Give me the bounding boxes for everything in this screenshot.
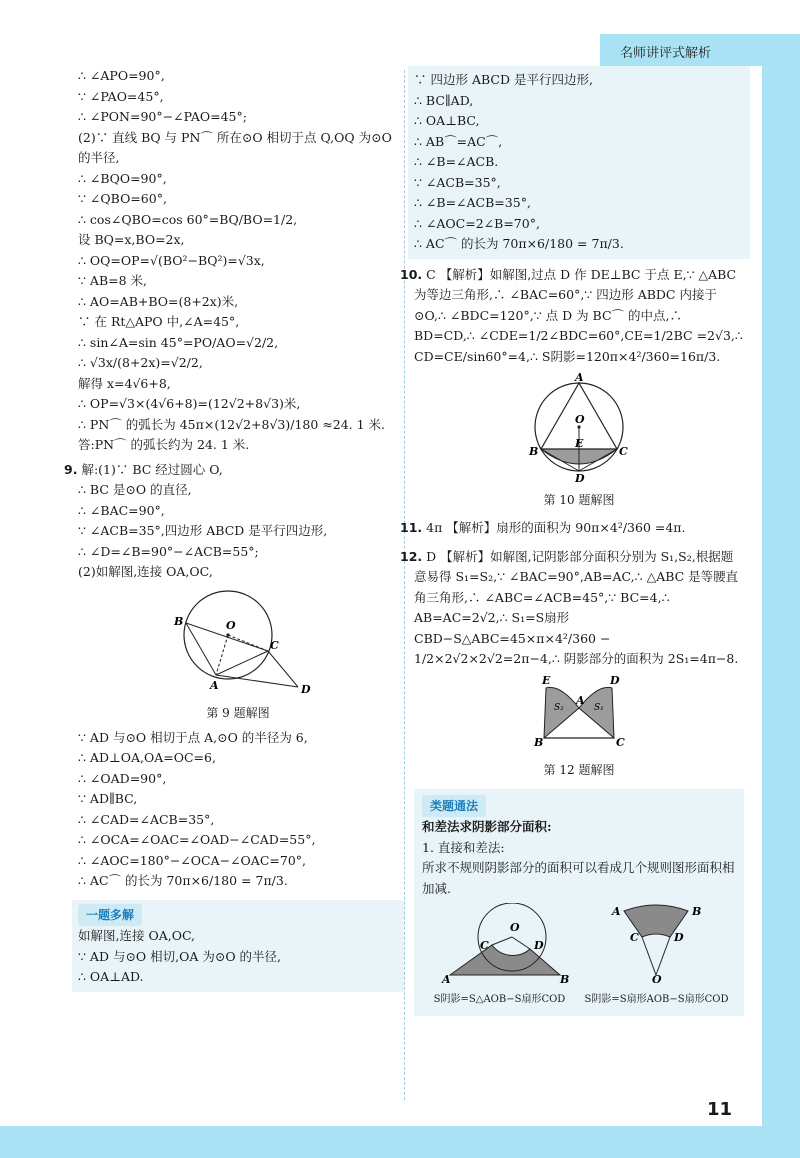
question-number: 9. [64, 461, 78, 477]
solution-line: ∴ sin∠A=sin 45°=PO/AO=√2/2, [78, 334, 279, 350]
solution-line: ∴ ∠B=∠ACB=35°, [414, 195, 531, 210]
solution-line: ∵ AD 与⊙O 相切,OA 为⊙O 的半径, [78, 948, 282, 964]
q10-solution [400, 265, 744, 511]
solution-line: ∵ AD∥BC, [78, 791, 138, 806]
q9-solution [64, 460, 398, 892]
column-divider [404, 70, 405, 1100]
solution-line: ∴ ∠OAD=90°, [78, 770, 167, 786]
figure-caption: 第 12 题解图 [543, 763, 615, 777]
figure-caption: 第 9 题解图 [206, 706, 270, 720]
question-number: 11. [400, 520, 423, 535]
method-tip-heading: 和差法求阴影部分面积: [422, 819, 552, 834]
page-number: 11 [706, 1099, 732, 1120]
label-B: B [559, 973, 569, 983]
label-C: C [616, 735, 625, 749]
solution-line: ∴ √3x/(8+2x)=√2/2, [78, 355, 203, 370]
header-title: 名师讲评式解析 [620, 46, 712, 61]
question-number: 10. [400, 266, 423, 282]
figure-12 [414, 674, 744, 781]
solution-line: 答:PN⌒ 的弧长约为 24. 1 米. [78, 437, 250, 452]
q10-text: C 【解析】如解图,过点 D 作 DE⊥BC 于点 E,∵ △ABC 为等边三角形,∴ ∠BAC=60°,∵ 四边形 ABDC 内接于⊙O,∴ ∠BDC=120°,∵ 点 D 为 BC⌒ 的中点,∴ BD=CD,∴ ∠CDE=1/2∠BDC=60°,CE=1/2BC =2√3,∴ CD=CE/sin60°=4,∴ S阴影=120π×4²/360=16π/3. [414, 266, 743, 364]
tip-figure-2-diagram [606, 903, 706, 983]
method-tip-text: 所求不规则阴影部分的面积可以看成几个规则图形面积相加减. [422, 860, 735, 896]
figure-9-diagram [158, 587, 318, 697]
label-O: O [575, 413, 585, 426]
solution-line: ∴ AD⊥OA,OA=OC=6, [78, 750, 216, 765]
figure-10-diagram [519, 371, 639, 483]
solution-line: ∵ ∠QBO=60°, [78, 191, 167, 206]
label-C: C [619, 445, 628, 458]
right-column [400, 66, 744, 1016]
solution-line: ∵ 在 Rt△APO 中,∠A=45°, [78, 314, 240, 329]
q11-solution [400, 518, 744, 539]
q11-text: 4π 【解析】扇形的面积为 90π×4²/360 =4π. [426, 520, 686, 535]
solution-line: ∴ ∠AOC=180°−∠OCA−∠OAC=70°, [78, 852, 306, 868]
solution-line: ∴ AC⌒ 的长为 70π×6/180 = 7π/3. [414, 236, 624, 251]
figure-caption: 第 10 题解图 [543, 492, 615, 507]
q12-solution [400, 547, 744, 781]
q12-text: D 【解析】如解图,记阴影部分面积分别为 S₁,S₂,根据题意易得 S₁=S₂,∵ ∠BAC=90°,AB=AC,∴ △ABC 是等腰直角三角形,∴ ∠ABC=∠ACB=45°,∵ BC=4,∴ AB=AC=2√2,∴ S₁=S扇形CBD−S△ABC=45×π×4²/360 − 1/2×2√2×2√2=2π−4,∴ 阴影部分的面积为 2S₁=4π−8. [414, 548, 739, 666]
multi-solution-continued [408, 66, 750, 259]
tip-formula-2: S阴影=S扇形AOB−S扇形COD [584, 993, 729, 1005]
q10-text-block [400, 265, 744, 368]
solution-line: ∴ ∠D=∠B=90°−∠ACB=55°; [78, 543, 259, 559]
solution-line: ∴ AC⌒ 的长为 70π×6/180 = 7π/3. [78, 873, 288, 888]
method-tip-figures [422, 903, 736, 1010]
tip-figure-2 [585, 903, 729, 1010]
label-A: A [612, 905, 622, 918]
solution-line: ∴ OA⊥BC, [414, 113, 480, 128]
label-E: E [575, 437, 584, 450]
solution-line: ∴ BC 是⊙O 的直径, [78, 482, 192, 497]
tip-figure-1-diagram [430, 903, 570, 983]
figure-12-diagram [524, 674, 634, 754]
solution-line: ∵ ∠PAO=45°, [78, 88, 164, 104]
label-O: O [652, 973, 663, 983]
solution-line: ∴ AB⌒=AC⌒, [414, 133, 503, 149]
label-E: E [542, 673, 551, 687]
label-D: D [301, 682, 311, 696]
solution-line: ∵ AD 与⊙O 相切于点 A,⊙O 的半径为 6, [78, 729, 308, 745]
method-tip-sub: 1. 直接和差法: [422, 839, 505, 855]
label-A: A [576, 693, 585, 707]
label-D: D [533, 939, 544, 952]
solution-line: ∴ OP=√3×(4√6+8)=(12√2+8√3)米, [78, 396, 301, 411]
solution-line: 设 BQ=x,BO=2x, [78, 232, 185, 247]
page-frame-right [762, 34, 800, 1158]
solution-line: ∴ ∠CAD=∠ACB=35°, [78, 811, 215, 827]
label-B: B [692, 905, 702, 918]
label-B: B [529, 445, 539, 458]
label-D: D [674, 931, 685, 944]
q11-text-block [400, 518, 744, 539]
solution-line: (2)∵ 直线 BQ 与 PN⌒ 所在⊙O 相切于点 Q,OQ 为⊙O 的半径, [78, 129, 392, 165]
label-D: D [575, 472, 585, 483]
solution-line: ∴ ∠BAC=90°, [78, 502, 165, 518]
solution-line: 如解图,连接 OA,OC, [78, 928, 196, 943]
solution-line: ∵ 四边形 ABCD 是平行四边形, [414, 72, 593, 87]
solution-line: ∵ AB=8 米, [78, 273, 148, 288]
solution-line: ∴ OQ=OP=√(BO²−BQ²)=√3x, [78, 252, 265, 268]
page-frame-bottom [0, 1126, 800, 1158]
solution-line: ∵ ∠ACB=35°, [414, 174, 501, 190]
solution-line: ∴ AO=AB+BO=(8+2x)米, [78, 293, 239, 309]
label-A: A [575, 371, 584, 384]
q9-first-line [64, 460, 398, 481]
multi-solution-title: 一题多解 [78, 904, 142, 927]
solution-line: ∴ cos∠QBO=cos 60°=BQ/BO=1/2, [78, 211, 298, 227]
label-C: C [270, 638, 279, 652]
figure-10 [414, 371, 744, 510]
label-S2: S₂ [554, 702, 564, 713]
solution-line: 解得 x=4√6+8, [78, 375, 171, 391]
solution-line: ∴ ∠BQO=90°, [78, 170, 167, 186]
solution-line: ∴ BC∥AD, [414, 92, 474, 108]
method-tip-title: 类题通法 [422, 795, 486, 818]
label-C: C [630, 931, 640, 944]
label-S1: S₁ [594, 702, 604, 713]
solution-line: ∵ ∠ACB=35°,四边形 ABCD 是平行四边形, [78, 523, 328, 538]
tip-figure-1 [430, 903, 570, 1010]
figure-9 [78, 587, 398, 724]
label-C: C [479, 939, 489, 952]
q8-solution-continued [78, 66, 398, 456]
solution-line: ∴ ∠B=∠ACB. [414, 154, 499, 169]
label-D: D [610, 673, 620, 687]
left-column [64, 66, 398, 992]
solution-line: 解:(1)∵ BC 经过圆心 O, [81, 461, 223, 477]
solution-line: ∴ ∠AOC=2∠B=70°, [414, 215, 540, 231]
label-O: O [509, 921, 520, 934]
label-A: A [441, 973, 451, 983]
question-number: 12. [400, 548, 423, 564]
solution-line: ∴ ∠OCA=∠OAC=∠OAD−∠CAD=55°, [78, 832, 316, 847]
solution-line: ∴ ∠PON=90°−∠PAO=45°; [78, 109, 247, 124]
q12-text-block [400, 547, 744, 670]
solution-line: ∴ PN⌒ 的弧长为 45π×(12√2+8√3)/180 ≈24. 1 米. [78, 416, 386, 432]
solution-line: ∴ OA⊥AD. [78, 969, 144, 984]
multi-solution-box [72, 900, 404, 992]
tip-formula-1: S阴影=S△AOB−S扇形COD [433, 993, 566, 1005]
label-B: B [174, 614, 184, 628]
solution-line: ∴ ∠APO=90°, [78, 68, 165, 83]
label-A: A [210, 678, 219, 692]
solution-line: (2)如解图,连接 OA,OC, [78, 564, 213, 579]
method-tip-box [414, 789, 744, 1017]
label-B: B [534, 735, 544, 749]
label-O: O [226, 618, 236, 632]
